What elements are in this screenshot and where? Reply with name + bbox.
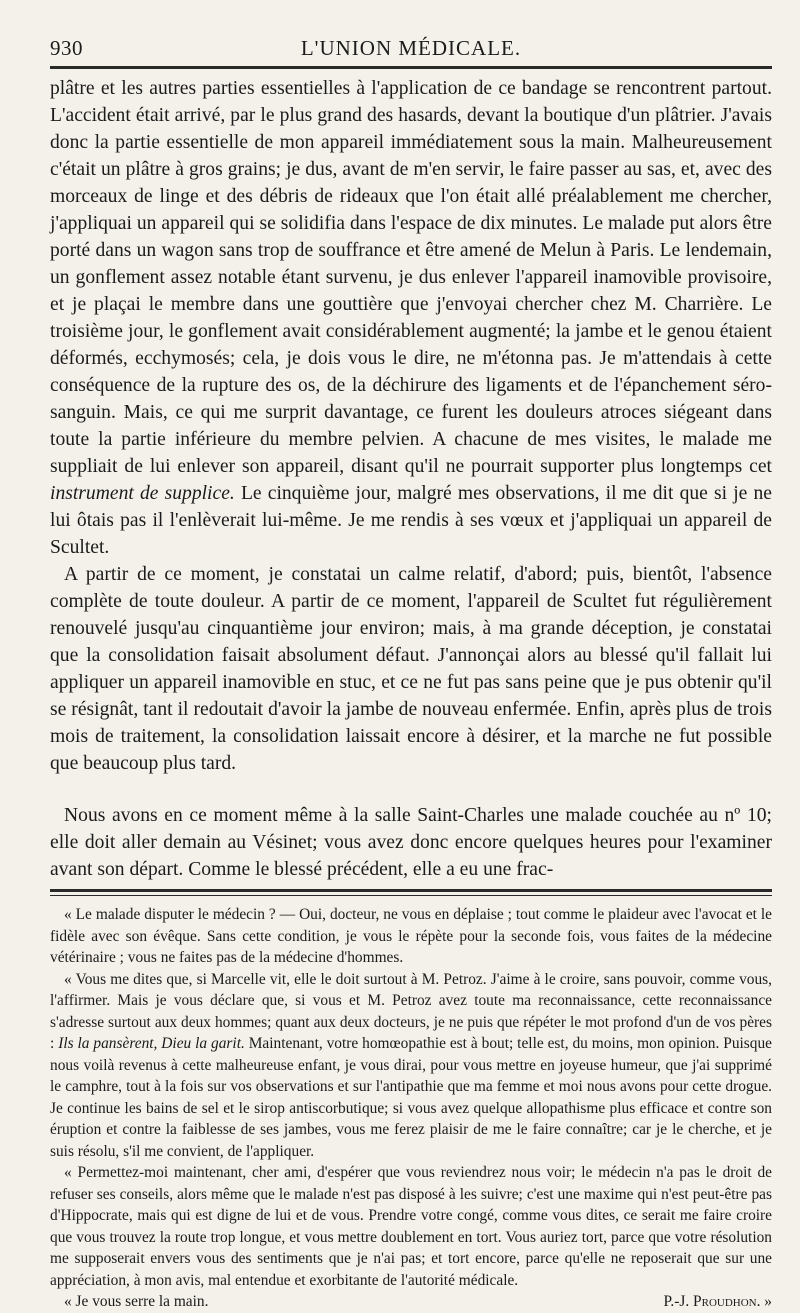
closing-text: « Je vous serre la main. [64,1293,209,1310]
main-text [50,75,772,883]
footnote-paragraph-1: « Le malade disputer le médecin ? — Oui, docteur, ne vous en déplaise ; tout comme le plaideur avec l'avocat et le fidèle avec son évêque. Sans cette condition, je vous le répète pour la seconde fois, vous faites de la médecine vétérinaire ; vous ne faites pas de la médecine d'hommes. [50,906,772,966]
footnote-paragraph-2: « Vous me dites que, si Marcelle vit, elle le doit surtout à M. Petroz. J'aime à le croire, sans pouvoir, comme vous, l'affirmer. Mais je vous déclare que, si vous et M. Petroz avez toute ma reconnaissance, cette reconnaissance s'adresse surtout aux deux hommes; quant aux deux docteurs, je ne puis que répéter le mot profond d'un de vos pères : Ils la pansèrent, Dieu la garit. Maintenant, votre homœopathie est à bout; telle est, du moins, mon opinion. Puisque nous voilà revenus à cette malheureuse enfant, je vous dirai, pour vous mettre en joyeuse humeur, que j'ai supprimé le camphre, tout à la fois sur vos observations et sur l'antipathie que ma femme et moi nous avons pour cette drogue. Je continue les bains de sel et le sirop antiscorbutique; si vous avez quelque allopathisme plus efficace et contre son éruption et contre la faiblesse de ses jambes, vous me ferez plaisir de me le faire connaître; car je le cherche, et je suis résolu, s'il me convient, de l'appliquer. [50,970,772,1160]
footnote [50,904,772,1313]
paragraph-1: plâtre et les autres parties essentielles à l'application de ce bandage se rencontrent partout. L'accident était arrivé, par le plus grand des hasards, devant la boutique d'un plâtrier. J'avais donc la partie essentielle de mon appareil immédiatement sous la main. Malheureusement c'était un plâtre à gros grains; je dus, avant de m'en servir, le faire passer au sas, et, avec des morceaux de linge et des débris de rideaux que l'on était allé préalablement me chercher, j'appliquai un appareil qui se solidifia dans l'espace de dix minutes. Le malade put alors être porté dans un wagon sans trop de souffrance et être amené de Melun à Paris. Le lendemain, un gonflement assez notable étant survenu, je dus enlever l'appareil inamovible provisoire, et je plaçai le membre dans une gouttière que j'envoyai chercher chez M. Charrière. Le troisième jour, le gonflement avait considérablement augmenté; la jambe et le genou étaient déformés, ecchymosés; cela, je dois vous le dire, ne m'étonna pas. Je m'attendais à cette conséquence de la rupture des os, de la déchirure des ligaments et de l'épanchement séro-sanguin. Mais, ce qui me surprit davantage, ce furent les douleurs atroces siégeant dans toute la partie inférieure du membre pelvien. A chacune de mes visites, le malade me suppliait de lui enlever son appareil, disant qu'il ne pourrait supporter plus longtemps cet instrument de supplice. Le cinquième jour, malgré mes observations, il me dit que si je ne lui ôtais pas il l'enlèverait lui-même. Je me rendis à ses vœux et j'appliquai un appareil de Scultet. [50,78,772,558]
paragraph-2: A partir de ce moment, je constatai un calme relatif, d'abord; puis, bientôt, l'absence complète de toute douleur. A partir de ce moment, l'appareil de Scultet fut régulièrement renouvelé jusqu'au cinquantième jour environ; mais, à ma grande déception, je constatai que la consolidation faisait absolument défaut. J'annonçai alors au blessé qu'il fallait lui appliquer un appareil inamovible en stuc, et ce ne fut pas sans peine que je pus obtenir qu'il se résignât, tant il redoutait d'avoir la jambe de nouveau enfermée. Enfin, après plus de trois mois de traitement, la consolidation laissait encore à désirer, et la marche ne fut possible que beaucoup plus tard. [50,564,772,774]
footnote-separator [50,889,772,896]
footnote-paragraph-3: « Permettez-moi maintenant, cher ami, d'espérer que vous reviendrez nous voir; le médecin n'a pas le droit de refuser ses conseils, alors même que le malade n'est pas disposé à les suivre; c'est une maxime qui n'est peut-être pas d'Hippocrate, mais qui est digne de lui et de vous. Prendre votre congé, comme vous dites, ce serait me faire croire que vous trouvez la route trop longue, et vous mettre doublement en tort. Vous auriez tort, parce que votre résolution me supposerait envers vous des sentiments que je n'ai pas; et tort encore, parce qu'elle ne reposerait que sur une appréciation, à mon avis, mal entendue et exorbitante de l'autorité médicale. [50,1164,772,1289]
italic-quote: Ils la pansèrent, Dieu la garit. [58,1035,245,1052]
page-number: 930 [50,36,83,60]
signature: P.-J. Proudhon. » [663,1293,772,1310]
page-header [50,30,772,66]
paragraph-3: Nous avons en ce moment même à la salle Saint-Charles une malade couchée au nº 10; elle doit aller demain au Vésinet; vous avez donc encore quelques heures pour l'examiner avant son départ. Comme le blessé précédent, elle a eu une frac- [50,805,772,880]
signature-line [50,1291,772,1313]
running-title: L'UNION MÉDICALE. [300,36,522,60]
header-rule [50,66,772,69]
italic-phrase: instrument de supplice. [50,483,235,504]
